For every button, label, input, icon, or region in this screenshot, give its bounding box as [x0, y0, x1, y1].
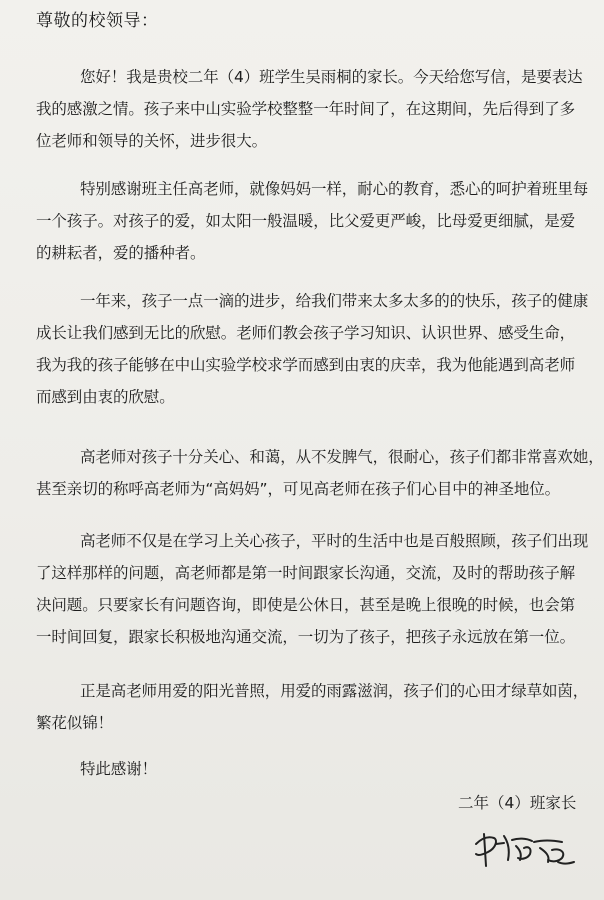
letter-line: 一个孩子。对孩子的爱，如太阳一般温暖，比父爱更严峻，比母爱更细腻，是爱	[36, 212, 576, 230]
letter-line: 的耕耘者，爱的播种者。	[36, 244, 206, 262]
letter-signoff: 二年（4）班家长	[458, 794, 577, 812]
letter-line: 了这样那样的问题，高老师都是第一时间跟家长沟通，交流，及时的帮助孩子解	[36, 564, 576, 582]
letter-line: 一年来，孩子一点一滴的进步，给我们带来太多太多的的快乐，孩子的健康	[80, 292, 589, 310]
letter-line: 成长让我们感到无比的欣慰。老师们教会孩子学习知识、认识世界、感受生命，	[36, 324, 576, 342]
letter-line: 您好！我是贵校二年（4）班学生吴雨桐的家长。今天给您写信，是要表达	[80, 68, 583, 86]
letter-line: 高老师对孩子十分关心、和蔼，从不发脾气，很耐心，孩子们都非常喜欢她，	[80, 448, 604, 466]
letter-line: 特别感谢班主任高老师，就像妈妈一样，耐心的教育，悉心的呵护着班里每	[80, 180, 589, 198]
letter-line: 正是高老师用爱的阳光普照，用爱的雨露滋润，孩子们的心田才绿草如茵，	[80, 682, 589, 700]
letter-line: 我为我的孩子能够在中山实验学校求学而感到由衷的庆幸，我为他能遇到高老师	[36, 356, 576, 374]
handwritten-signature	[470, 826, 580, 872]
letter-line: 我的感激之情。孩子来中山实验学校整整一年时间了，在这期间，先后得到了多	[36, 100, 576, 118]
letter-line: 而感到由衷的欣慰。	[36, 388, 175, 406]
letter-line: 甚至亲切的称呼高老师为“高妈妈”，可见高老师在孩子们心目中的神圣地位。	[36, 480, 561, 498]
letter-line: 一时间回复，跟家长积极地沟通交流，一切为了孩子，把孩子永远放在第一位。	[36, 628, 576, 646]
letter-line: 位老师和领导的关怀，进步很大。	[36, 132, 268, 150]
letter-greeting: 尊敬的校领导：	[36, 11, 159, 31]
letter-line: 特此感谢！	[80, 760, 158, 778]
letter-line: 决问题。只要家长有问题咨询，即使是公休日，甚至是晚上很晚的时候，也会第	[36, 596, 576, 614]
letter-line: 高老师不仅是在学习上关心孩子，平时的生活中也是百般照顾，孩子们出现	[80, 532, 589, 550]
letter-line: 繁花似锦！	[36, 714, 114, 732]
